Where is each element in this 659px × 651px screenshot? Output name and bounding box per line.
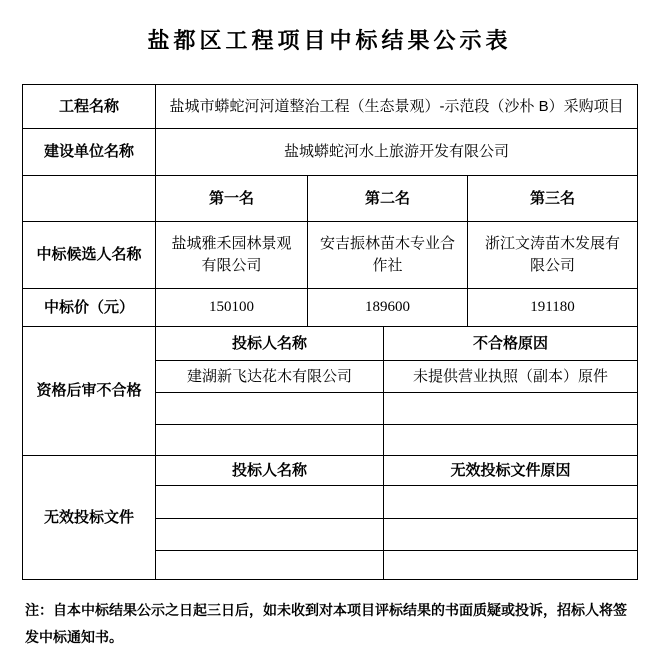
invalid-bidder-2 <box>156 519 384 551</box>
owner-value: 盐城蟒蛇河水上旅游开发有限公司 <box>156 129 638 176</box>
price-label: 中标价（元） <box>23 289 156 327</box>
invalid-reason-1 <box>384 486 638 519</box>
bid-result-table <box>22 84 638 580</box>
table-row <box>23 289 638 327</box>
footnote: 注：自本中标结果公示之日起三日后，如未收到对本项目评标结果的书面质疑或投诉，招标人将签发中标通知书。 <box>25 602 627 645</box>
disqualified-bidder-3 <box>156 425 384 456</box>
page-title: 盐都区工程项目中标结果公示表 <box>147 28 512 53</box>
price-1: 150100 <box>156 289 308 327</box>
owner-label: 建设单位名称 <box>23 129 156 176</box>
invalid-reason-header: 无效投标文件原因 <box>384 456 638 486</box>
invalid-reason-2 <box>384 519 638 551</box>
table-row <box>23 222 638 289</box>
rank-header-first: 第一名 <box>156 176 308 222</box>
candidate-3: 浙江文涛苗木发展有限公司 <box>468 222 638 289</box>
price-3: 191180 <box>468 289 638 327</box>
price-2: 189600 <box>308 289 468 327</box>
project-name-label: 工程名称 <box>23 85 156 129</box>
disqualified-section-label: 资格后审不合格 <box>23 327 156 456</box>
disqualified-bidder-2 <box>156 393 384 425</box>
candidate-1: 盐城雅禾园林景观有限公司 <box>156 222 308 289</box>
disqualified-bidder-header: 投标人名称 <box>156 327 384 361</box>
disqualified-reason-3 <box>384 425 638 456</box>
rank-header-spacer-cell <box>23 176 156 222</box>
table-row <box>23 327 638 361</box>
invalid-bidder-1 <box>156 486 384 519</box>
invalid-bids-section-label: 无效投标文件 <box>23 456 156 580</box>
project-name-value: 盐城市蟒蛇河河道整治工程（生态景观）-示范段（沙朴 B）采购项目 <box>156 85 638 129</box>
disqualified-reason-header: 不合格原因 <box>384 327 638 361</box>
invalid-bidder-3 <box>156 551 384 580</box>
table-row <box>23 129 638 176</box>
candidates-label: 中标候选人名称 <box>23 222 156 289</box>
disqualified-reason-1: 未提供营业执照（副本）原件 <box>384 361 638 393</box>
candidate-2: 安吉振林苗木专业合作社 <box>308 222 468 289</box>
table-row <box>23 456 638 486</box>
rank-header-third: 第三名 <box>468 176 638 222</box>
invalid-reason-3 <box>384 551 638 580</box>
rank-header-second: 第二名 <box>308 176 468 222</box>
table-row <box>23 85 638 129</box>
disqualified-reason-2 <box>384 393 638 425</box>
table-row <box>23 176 638 222</box>
invalid-bidder-header: 投标人名称 <box>156 456 384 486</box>
disqualified-bidder-1: 建湖新飞达花木有限公司 <box>156 361 384 393</box>
